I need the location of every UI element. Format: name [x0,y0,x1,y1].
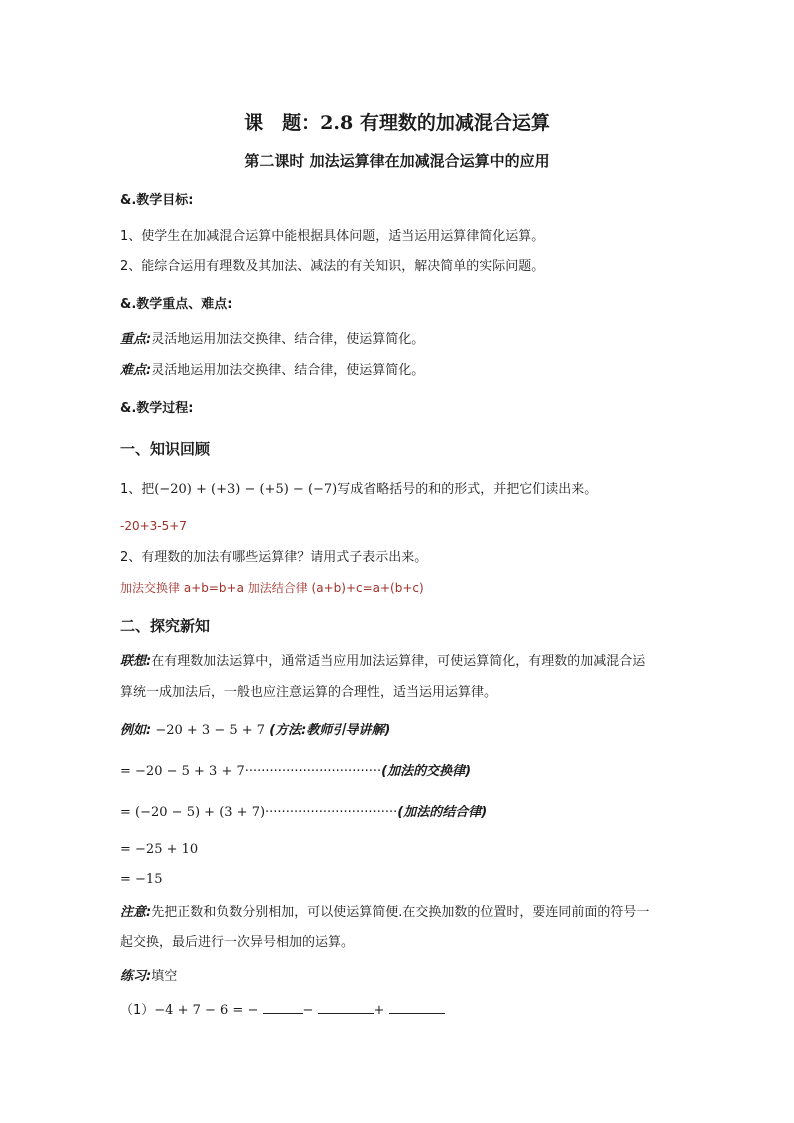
link-text-1: 在有理数加法运算中，通常适当应用加法运算律，可使运算简化，有理数的加减混合运 [151,654,646,669]
exercise-1-label: （1） [120,1003,155,1018]
step-4-expression: = −15 [120,872,163,887]
objective-item-2: 2、能综合运用有理数及其加法、减法的有关知识，解决简单的实际问题。 [120,259,545,274]
step-2-line [120,804,487,822]
link-label: 联想: [120,654,152,669]
review-q1-prefix: 1、把 [120,482,155,497]
step-2-note: (加法的结合律) [397,805,488,820]
explore-heading: 二、探究新知 [120,617,211,635]
focus-text: 灵活地运用加法交换律、结合律，使运算简化。 [151,332,425,347]
step-1-leader-dots: ································· [244,764,382,779]
example-label: 例如: [120,723,152,738]
step-1-expression: = −20 − 5 + 3 + 7 [120,764,245,779]
objective-item-1: 1、使学生在加减混合运算中能根据具体问题，适当运用运算律简化运算。 [120,229,545,244]
review-q1-suffix: 写成省略括号的和的形式，并把它们读出来。 [337,482,598,497]
note-paragraph-line-1 [120,904,649,922]
exercise-1-line [120,1001,445,1020]
example-expression: −20 + 3 − 5 + 7 [155,723,266,738]
step-1-note: (加法的交换律) [381,764,472,779]
link-paragraph-line-2: 算统一成加法后，一般也应注意运算的合理性，适当运用运算律。 [120,685,498,700]
exercise-1-blank-1[interactable] [263,1001,303,1014]
review-answer-2: 加法交换律 a+b=b+a 加法结合律 (a+b)+c=a+(b+c) [120,581,424,595]
exercise-1-plus: + [373,1003,385,1018]
review-q1-expression: (−20) + (+3) − (+5) − (−7) [154,482,338,497]
step-3-expression: = −25 + 10 [120,842,199,857]
review-question-2: 2、有理数的加法有哪些运算律？请用式子表示出来。 [120,550,428,565]
exercise-1-blank-2[interactable] [318,1001,374,1014]
practice-label: 练习: [120,969,152,984]
practice-line [120,968,177,986]
step-2-leader-dots: ································ [265,805,398,820]
review-heading: 一、知识回顾 [120,440,211,458]
exercise-1-blank-3[interactable] [389,1001,445,1014]
exercise-1-minus: − [302,1003,314,1018]
lesson-title: 课 题：2.8 有理数的加减混合运算 [244,112,550,134]
review-question-1 [120,481,597,499]
focus-label: 重点: [120,332,152,347]
difficult-line [120,362,424,380]
note-text-1: 先把正数和负数分别相加，可以使运算简便.在交换加数的位置时，要连同前面的符号一 [151,905,650,920]
objectives-heading: &.教学目标: [120,193,194,208]
exercise-1-expression: −4 + 7 − 6 = − [154,1003,259,1018]
practice-text: 填空 [151,969,178,984]
review-answer-1: -20+3-5+7 [120,519,187,533]
note-label: 注意: [120,905,152,920]
note-paragraph-line-2: 起交换，最后进行一次异号相加的运算。 [120,935,355,950]
example-line [120,722,390,740]
process-heading: &.教学过程: [120,401,194,416]
step-1-line [120,763,471,781]
step-2-expression: = (−20 − 5) + (3 + 7) [120,805,266,820]
focus-line [120,331,424,349]
lesson-subtitle: 第二课时 加法运算律在加减混合运算中的应用 [244,152,550,170]
difficult-label: 难点: [120,363,152,378]
link-paragraph-line-1 [120,653,645,671]
example-method: (方法:教师引导讲解) [269,723,391,738]
difficult-text: 灵活地运用加法交换律、结合律，使运算简化。 [151,363,425,378]
keypoints-heading: &.教学重点、难点: [120,297,233,312]
